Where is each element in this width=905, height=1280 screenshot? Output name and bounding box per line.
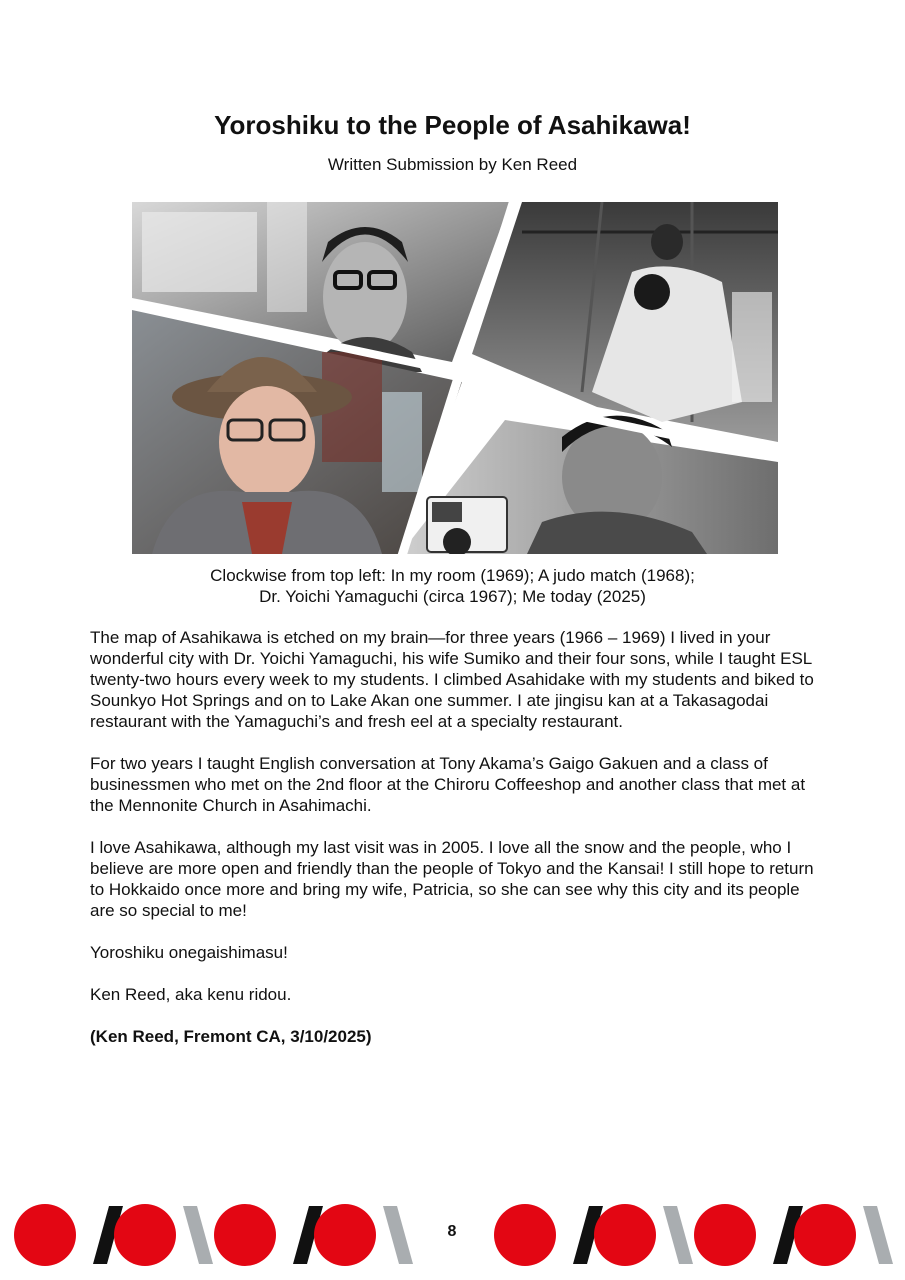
page-number: 8	[447, 1223, 457, 1240]
photo-dr-yamaguchi	[400, 416, 778, 554]
red-circle	[14, 1204, 76, 1266]
byline: Written Submission by Ken Reed	[327, 155, 578, 174]
red-circle	[314, 1204, 376, 1266]
red-circle	[794, 1204, 856, 1266]
paragraph-1: The map of Asahikawa is etched on my brain—for three years (1966 – 1969) I lived in your wonderful city with Dr. Yoichi Yamaguchi, his wife Sumiko and their four sons, while I taught ESL twenty-two hours every week to my students. I climbed Asahidake with my students and biked to Sounkyo Hot Springs and on to Lake Akan one summer. I ate jingisu kan at a Takasagodai restaurant with the Yamaguchi’s and fresh eel at a specialty restaurant.	[90, 628, 814, 731]
red-circle	[594, 1204, 656, 1266]
red-circle	[114, 1204, 176, 1266]
gray-slash	[383, 1206, 413, 1264]
red-circle	[214, 1204, 276, 1266]
signature-line: (Ken Reed, Fremont CA, 3/10/2025)	[90, 1027, 372, 1046]
paragraph-5: Ken Reed, aka kenu ridou.	[90, 985, 292, 1004]
paragraph-4: Yoroshiku onegaishimasu!	[90, 943, 288, 962]
article-body	[90, 627, 820, 1068]
photo-caption	[0, 565, 905, 607]
red-circle	[694, 1204, 756, 1266]
gray-slash	[183, 1206, 213, 1264]
page-title: Yoroshiku to the People of Asahikawa!	[214, 110, 691, 140]
photo-collage	[132, 202, 778, 554]
caption-line-2: Dr. Yoichi Yamaguchi (circa 1967); Me today (2025)	[259, 587, 646, 606]
footer-pattern-left	[14, 1204, 413, 1266]
gray-slash	[663, 1206, 693, 1264]
paragraph-2: For two years I taught English conversation at Tony Akama’s Gaigo Gakuen and a class of businessmen who met on the 2nd floor at the Chiroru Coffeeshop and another class that met at the Mennonite Church in Asahimachi.	[90, 754, 806, 815]
paragraph-3: I love Asahikawa, although my last visit was in 2005. I love all the snow and the people, who I believe are more open and friendly than the people of Tokyo and the Kansai! I still hope to return to Hokkaido once more and bring my wife, Patricia, so she can see why this city and its people are so special to me!	[90, 838, 814, 920]
footer-pattern-right	[494, 1204, 893, 1266]
gray-slash	[863, 1206, 893, 1264]
caption-line-1: Clockwise from top left: In my room (1969); A judo match (1968);	[210, 566, 695, 585]
red-circle	[494, 1204, 556, 1266]
